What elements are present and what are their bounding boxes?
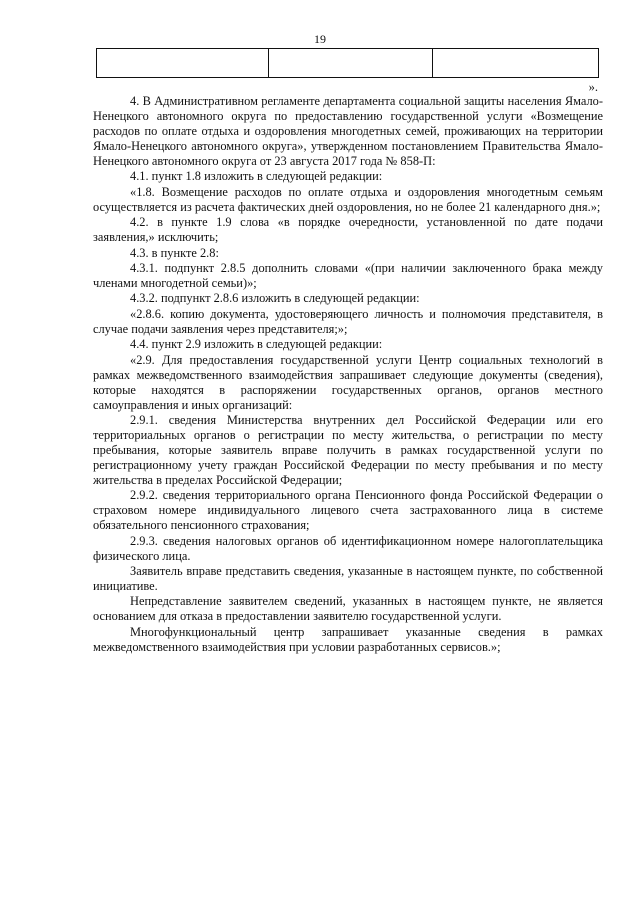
table-cell — [269, 49, 433, 78]
paragraph: Непредставление заявителем сведений, указанных в настоящем пункте, не является основанием для отказа в предоставлении заявителю государственной услуги. — [93, 594, 603, 624]
table-cell — [433, 49, 599, 78]
paragraph: 4.3.1. подпункт 2.8.5 дополнить словами «(при наличии заключенного брака между членами многодетной семьи)»; — [93, 260, 603, 290]
paragraph: «1.8. Возмещение расходов по оплате отдыха и оздоровления многодетным семьям осуществляется из расчета фактических дней оздоровления, но не более 21 календарного дня.»; — [93, 184, 603, 214]
paragraph: 2.9.1. сведения Министерства внутренних дел Российской Федерации или его территориальных органов о регистрации по месту жительства, о регистрации по месту пребывания, которые заявитель вправе получить в рамках государственной услуги по регистрационному учету граждан Российской Федерации по месту пребывания и по месту жительства в пределах Российской Федерации; — [93, 412, 603, 487]
paragraph: 4.4. пункт 2.9 изложить в следующей редакции: — [130, 337, 383, 352]
paragraph: 4.1. пункт 1.8 изложить в следующей редакции: — [130, 169, 383, 184]
page-number: 19 — [314, 32, 326, 46]
paragraph: 4.3. в пункте 2.8: — [130, 245, 219, 260]
table-row — [97, 49, 599, 78]
paragraph: 2.9.3. сведения налоговых органов об идентификационном номере налогоплательщика физического лица. — [93, 533, 603, 563]
paragraph: Многофункциональный центр запрашивает указанные сведения в рамках межведомственного взаимодействия при условии разработанных сервисов.»; — [93, 624, 603, 654]
document-body — [93, 94, 603, 655]
paragraph: «2.9. Для предоставления государственной услуги Центр социальных технологий в рамках межведомственного взаимодействия запрашивает следующие документы (сведения), которые находятся в распоряжении государственных органов, органов местного самоуправления и иных организаций: — [93, 352, 603, 412]
paragraph: 4.3.2. подпункт 2.8.6 изложить в следующей редакции: — [130, 291, 420, 306]
paragraph: 2.9.2. сведения территориального органа Пенсионного фонда Российской Федерации о страховом номере индивидуального лицевого счета застрахованного лица в системе обязательного пенсионного страхования; — [93, 488, 603, 533]
paragraph: Заявитель вправе представить сведения, указанные в настоящем пункте, по собственной инициативе. — [93, 564, 603, 594]
paragraph: 4. В Административном регламенте департамента социальной защиты населения Ямало-Ненецкого автономного округа по предоставлению государственной услуги «Возмещение расходов по оплате отдыха и оздоровления многодетных семей, проживающих на территории Ямало-Ненецкого автономного округа», утвержденном постановлением Правительства Ямало-Ненецкого автономного округа от 23 августа 2017 года № 858-П: — [93, 94, 603, 168]
paragraph: «2.8.6. копию документа, удостоверяющего личность и полномочия представителя, в случае подачи заявления через представителя;»; — [93, 306, 603, 336]
paragraph: 4.2. в пункте 1.9 слова «в порядке очередности, установленной по дате подачи заявления,» исключить; — [93, 215, 603, 245]
table-cell — [97, 49, 269, 78]
table-fragment — [96, 48, 599, 78]
closing-quote: ». — [588, 80, 598, 94]
